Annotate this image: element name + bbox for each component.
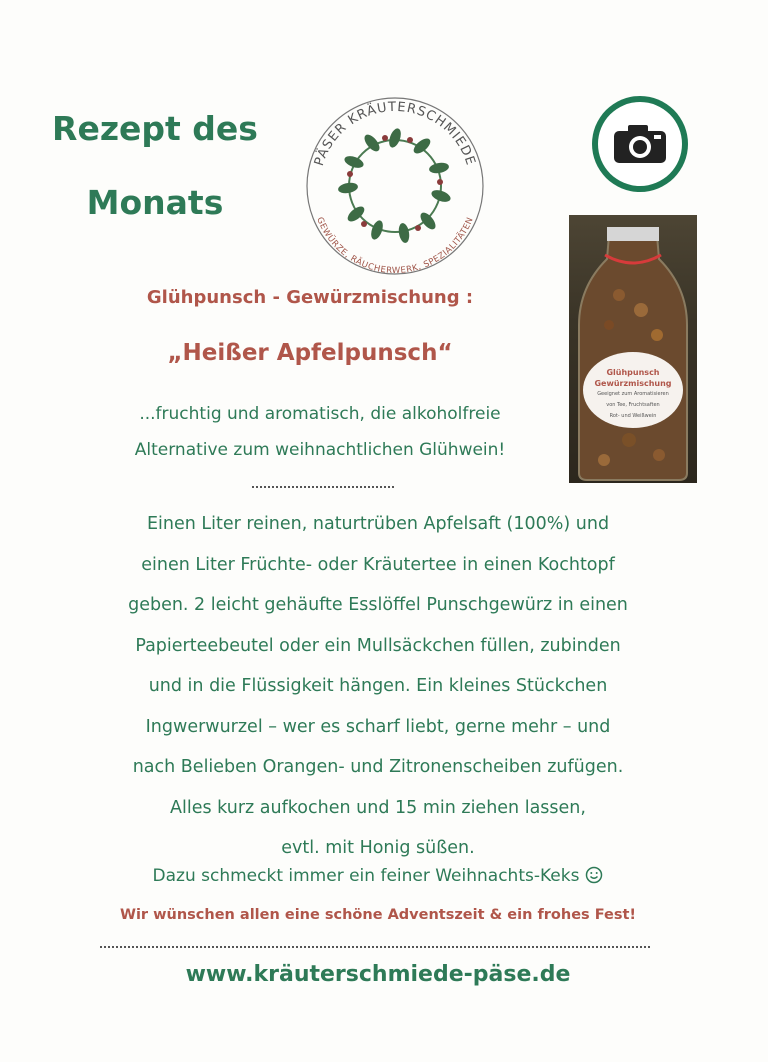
jar-label-line2: Gewürzmischung — [594, 379, 672, 388]
jar-label-line5: Rot- und Weißwein — [609, 413, 657, 419]
intro-line1: ...fruchtig und aromatisch, die alkoholfreie — [139, 404, 501, 424]
instruction-line: Papierteebeutel oder ein Mullsäckchen füllen, zubinden — [135, 635, 621, 656]
wreath-icon — [290, 78, 500, 288]
website-link[interactable]: www.kräuterschmiede-päse.de — [185, 962, 571, 987]
instruction-line: nach Belieben Orangen- und Zitronenscheiben zufügen. — [132, 757, 624, 777]
dotted-divider-footer — [100, 946, 650, 948]
page-title-line1: Rezept des — [52, 109, 258, 148]
recipe-tagline — [60, 866, 696, 889]
dotted-divider — [252, 486, 394, 488]
recipe-intro — [70, 396, 570, 468]
jar-label-line3: Geeignet zum Aromatisieren — [597, 391, 669, 397]
instruction-line: Einen Liter reinen, naturtrüben Apfelsaft (100%) und — [146, 514, 610, 534]
instruction-line: einen Liter Früchte- oder Kräutertee in einen Kochtopf — [141, 554, 615, 575]
camera-icon — [612, 123, 668, 165]
instruction-line: evtl. mit Honig süßen. — [281, 838, 475, 858]
recipe-subtitle: Glühpunsch - Gewürzmischung : — [146, 287, 474, 308]
instruction-line: und in die Flüssigkeit hängen. Ein kleines Stückchen — [148, 676, 608, 696]
svg-text:GEWÜRZE, RÄUCHERWERK, SPEZIALI — [314, 216, 476, 276]
camera-badge — [592, 96, 688, 192]
logo-brand-text: PÄSER KRÄUTERSCHMIEDE — [311, 99, 479, 168]
jar-label — [587, 367, 679, 422]
product-photo — [569, 215, 697, 483]
season-greeting: Wir wünschen allen eine schöne Adventszeit & ein frohes Fest! — [119, 907, 637, 923]
brand-logo — [290, 78, 500, 288]
instruction-line: Alles kurz aufkochen und 15 min ziehen lassen, — [170, 797, 586, 818]
jar-label-line4: von Tee, Fruchtsaften — [606, 402, 660, 408]
instruction-line: geben. 2 leicht gehäufte Esslöffel Punschgewürz in einen — [128, 595, 628, 615]
tagline-text: Dazu schmeckt immer ein feiner Weihnachts-Keks — [152, 866, 580, 886]
logo-tagline-text: GEWÜRZE, RÄUCHERWERK, SPEZIALITÄTEN — [314, 215, 476, 277]
smiley-icon — [585, 866, 603, 889]
jar-label-line1: Glühpunsch — [606, 368, 660, 377]
page-title — [40, 92, 270, 240]
recipe-instructions — [60, 504, 696, 869]
recipe-name: „Heißer Apfelpunsch“ — [167, 340, 453, 366]
intro-line2: Alternative zum weihnachtlichen Glühwein! — [134, 440, 506, 460]
instruction-line: Ingwerwurzel – wer es scharf liebt, gerne mehr – und — [145, 716, 611, 737]
page-title-line2: Monats — [86, 183, 224, 222]
